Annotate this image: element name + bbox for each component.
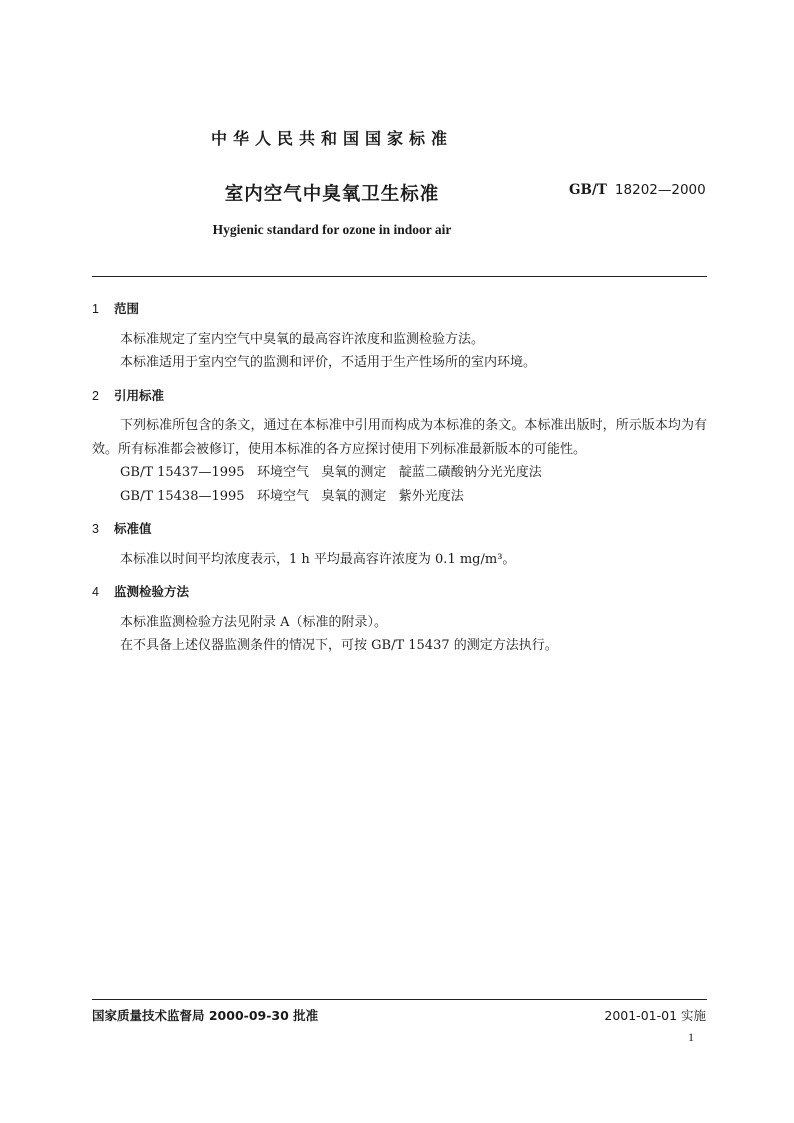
section-number: 3 <box>92 522 99 536</box>
paragraph: 本标准规定了室内空气中臭氧的最高容许浓度和监测检验方法。 <box>120 331 485 347</box>
header-divider <box>92 276 707 277</box>
standard-code <box>569 182 706 198</box>
implementation-date: 2001-01-01 实施 <box>604 1008 706 1023</box>
footer-divider <box>92 999 707 1000</box>
section-title: 标准值 <box>114 521 152 536</box>
paragraph: 本标准以时间平均浓度表示，1 h 平均最高容许浓度为 0.1 mg/m³。 <box>120 551 516 567</box>
section-references <box>92 384 707 509</box>
section-heading <box>92 384 707 409</box>
reference-item: GB/T 15437—1995 环境空气 臭氧的测定 靛蓝二磺酸钠分光光度法 <box>120 465 542 480</box>
section-number: 1 <box>92 302 99 316</box>
section-number: 2 <box>92 388 99 403</box>
section-standard-value <box>92 517 707 571</box>
paragraph: 下列标准所包含的条文，通过在本标准中引用而构成为本标准的条文。本标准出版时，所示版本均为有效。所有标准都会被修订，使用本标准的各方应探讨使用下列标准最新版本的可能性。 <box>92 418 707 457</box>
paragraph: 本标准适用于室内空气的监测和评价，不适用于生产性场所的室内环境。 <box>120 355 537 370</box>
paragraph: 在不具备上述仪器监测条件的情况下，可按 GB/T 15437 的测定方法执行。 <box>120 638 558 653</box>
approval-statement: 国家质量技术监督局 2000-09-30 批准 <box>92 1008 319 1023</box>
section-number: 4 <box>92 585 99 599</box>
section-scope <box>92 297 707 375</box>
section-heading <box>92 297 707 322</box>
section-title: 引用标准 <box>114 387 165 403</box>
standard-code-number: 18202—2000 <box>614 182 706 198</box>
paragraph: 本标准监测检验方法见附录 A（标准的附录）。 <box>120 614 388 630</box>
section-test-method <box>92 580 707 658</box>
reference-item: GB/T 15438—1995 环境空气 臭氧的测定 紫外光度法 <box>120 488 464 504</box>
section-heading <box>92 580 707 605</box>
page-number: 1 <box>688 1030 694 1044</box>
section-title: 范围 <box>114 301 140 316</box>
standard-code-prefix: GB/T <box>569 182 607 198</box>
section-heading <box>92 517 707 542</box>
section-title: 监测检验方法 <box>114 584 190 599</box>
english-title: Hygienic standard for ozone in indoor air <box>212 222 452 237</box>
national-standard-label: 中华人民共和国国家标准 <box>210 129 453 148</box>
document-title: 室内空气中臭氧卫生标准 <box>224 184 440 205</box>
document-body <box>92 297 707 667</box>
